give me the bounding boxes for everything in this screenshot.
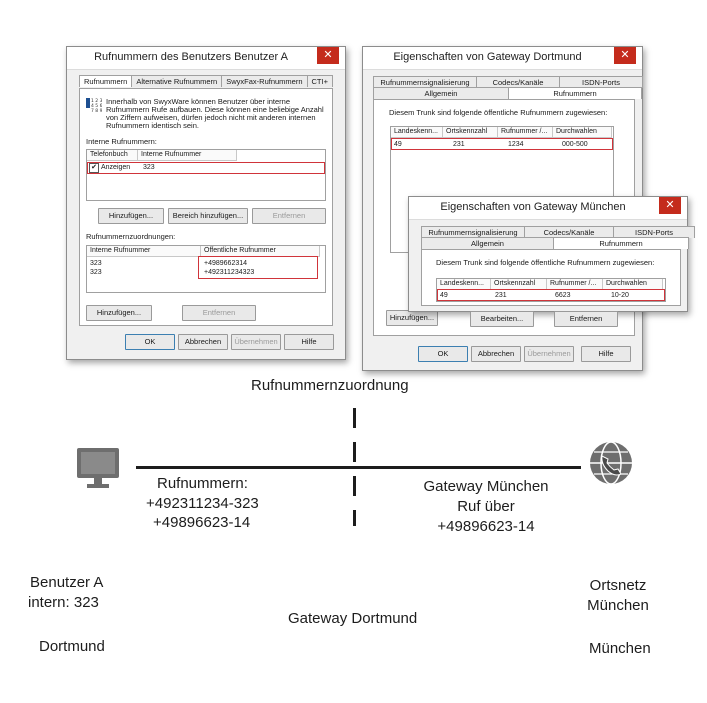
- column-header-phonebook[interactable]: Telefonbuch: [87, 150, 138, 161]
- internal-numbers-label: Interne Rufnummern:: [86, 137, 157, 146]
- user-numbers-dialog: [66, 46, 346, 360]
- number-muenchen: +49896623-14: [153, 514, 251, 531]
- tab-panel: [79, 88, 333, 326]
- column-header-public[interactable]: Öffentliche Rufnummer: [201, 246, 320, 257]
- gateway-muenchen-dialog: [408, 196, 688, 312]
- window-title: Rufnummern des Benutzers Benutzer A: [94, 51, 288, 63]
- tab-panel: [421, 249, 681, 306]
- window-title: Eigenschaften von Gateway Dortmund: [393, 51, 582, 63]
- user-city: Dortmund: [39, 638, 105, 655]
- trunk-intro-text: Diesem Trunk sind folgende öffentliche Rufnummern zugewiesen:: [389, 108, 608, 117]
- call-via-number: +49896623-14: [437, 518, 535, 535]
- numbers-title: Rufnummern:: [157, 475, 248, 492]
- title-bar[interactable]: [363, 47, 642, 70]
- svg-text:1 2 3: 1 2 3: [91, 99, 102, 104]
- column-header-internal-number[interactable]: Interne Rufnummer: [138, 150, 237, 161]
- phonebook-value: Anzeigen: [101, 164, 131, 171]
- title-bar[interactable]: [67, 47, 345, 70]
- tab-swyxfax-rufnummern[interactable]: SwyxFax-Rufnummern: [221, 75, 307, 87]
- tab-rufnummern[interactable]: Rufnummern: [553, 237, 689, 249]
- country-code-value: 49: [440, 292, 448, 299]
- edit-button[interactable]: Bearbeiten...: [470, 311, 534, 327]
- phone-keypad-icon: [86, 97, 102, 115]
- column-header-country[interactable]: Landeskenn...: [437, 279, 491, 290]
- globe-phone-icon: [588, 440, 634, 486]
- gateway-muenchen-label: Gateway München: [423, 478, 549, 495]
- window-title: Eigenschaften von Gateway München: [440, 201, 626, 213]
- add-range-button[interactable]: Bereich hinzufügen...: [168, 208, 248, 224]
- apply-button[interactable]: Übernehmen: [231, 334, 281, 350]
- remove-button[interactable]: Entfernen: [252, 208, 326, 224]
- remove-button[interactable]: Entfernen: [554, 311, 618, 327]
- number-dortmund: +492311234-323: [146, 495, 259, 512]
- tab-isdn-ports[interactable]: ISDN-Ports: [559, 76, 643, 88]
- network-city: München: [589, 640, 651, 657]
- tab-codecs-kanaele[interactable]: Codecs/Kanäle: [524, 226, 614, 238]
- extensions-value: 10-20: [611, 292, 629, 299]
- user-internal-number: intern: 323: [28, 594, 99, 611]
- gateway-dortmund-label: Gateway Dortmund: [288, 610, 418, 627]
- column-header-number[interactable]: Rufnummer /...: [498, 127, 553, 138]
- remove-mapping-button[interactable]: Entfernen: [182, 305, 256, 321]
- column-header-country[interactable]: Landeskenn...: [391, 127, 443, 138]
- extensions-value: 000-500: [562, 141, 588, 148]
- highlight-muenchen-row: [437, 289, 665, 301]
- area-code-value: 231: [495, 292, 507, 299]
- cancel-button[interactable]: Abbrechen: [178, 334, 228, 350]
- add-mapping-button[interactable]: Hinzufügen...: [86, 305, 152, 321]
- mapping-public-2: +492311234323: [204, 269, 255, 276]
- tab-codecs-kanaele[interactable]: Codecs/Kanäle: [476, 76, 560, 88]
- tab-isdn-ports[interactable]: ISDN-Ports: [613, 226, 695, 238]
- local-network-city: München: [587, 597, 649, 614]
- help-button[interactable]: Hilfe: [581, 346, 631, 362]
- column-header-area[interactable]: Ortskennzahl: [443, 127, 498, 138]
- column-header-extensions[interactable]: Durchwahlen: [603, 279, 663, 290]
- close-button[interactable]: ✕: [659, 197, 681, 214]
- ok-button[interactable]: OK: [418, 346, 468, 362]
- close-button[interactable]: ✕: [317, 47, 339, 64]
- mapping-internal-1: 323: [90, 260, 102, 267]
- svg-text:7 8 9: 7 8 9: [91, 109, 102, 114]
- tab-rufnummernsignalisierung[interactable]: Rufnummernsignalisierung: [373, 76, 477, 88]
- tab-rufnummernsignalisierung[interactable]: Rufnummernsignalisierung: [421, 226, 525, 238]
- internal-numbers-list[interactable]: [86, 149, 326, 201]
- internal-number-value: 323: [143, 164, 155, 171]
- highlight-dortmund-row: [391, 138, 613, 150]
- computer-icon: [75, 446, 121, 492]
- info-text-1: Innerhalb von SwyxWare können Benutzer über interne: [106, 97, 290, 106]
- local-network-label: Ortsnetz: [589, 577, 647, 594]
- trunk-intro-text: Diesem Trunk sind folgende öffentliche Rufnummern zugewiesen:: [436, 258, 655, 267]
- user-name: Benutzer A: [30, 574, 104, 591]
- close-button[interactable]: ✕: [614, 47, 636, 64]
- country-code-value: 49: [394, 141, 402, 148]
- title-bar[interactable]: [409, 197, 687, 220]
- mapping-label: Rufnummernzuordnungen:: [86, 232, 176, 241]
- mapping-public-1: +4989662314: [204, 260, 248, 267]
- mapping-internal-2: 323: [90, 269, 102, 276]
- column-header-internal[interactable]: Interne Rufnummer: [87, 246, 201, 257]
- diagram-caption: Rufnummernzuordnung: [251, 377, 409, 394]
- connection-line: [136, 466, 581, 469]
- add-button[interactable]: Hinzufügen...: [386, 310, 438, 326]
- tab-allgemein[interactable]: Allgemein: [373, 87, 509, 99]
- number-value: 1234: [508, 141, 524, 148]
- highlight-internal-row: [87, 162, 325, 174]
- number-value: 6623: [555, 292, 571, 299]
- tab-allgemein[interactable]: Allgemein: [421, 237, 554, 249]
- add-button[interactable]: Hinzufügen...: [98, 208, 164, 224]
- column-header-area[interactable]: Ortskennzahl: [491, 279, 547, 290]
- info-text-4: Rufnummern identisch sein.: [106, 121, 199, 130]
- info-text-3: von Ziffern aufweisen, dürfen jedoch nicht mit anderen internen: [106, 113, 316, 122]
- area-code-value: 231: [453, 141, 465, 148]
- call-via-label: Ruf über: [457, 498, 515, 515]
- highlight-public-numbers: [198, 256, 318, 279]
- tab-rufnummern[interactable]: Rufnummern: [79, 75, 132, 87]
- tab-cti[interactable]: CTI+: [307, 75, 333, 87]
- ok-button[interactable]: OK: [125, 334, 175, 350]
- column-header-number[interactable]: Rufnummer /...: [547, 279, 603, 290]
- help-button[interactable]: Hilfe: [284, 334, 334, 350]
- column-header-extensions[interactable]: Durchwahlen: [553, 127, 612, 138]
- tab-rufnummern[interactable]: Rufnummern: [508, 87, 642, 99]
- show-checkbox[interactable]: ✔: [89, 163, 99, 173]
- svg-text:4 5 6: 4 5 6: [91, 104, 102, 109]
- info-text-2: Rufnummern Rufe aufbauen. Diese können eine beliebige Anzahl: [106, 105, 324, 114]
- apply-button[interactable]: Übernehmen: [524, 346, 574, 362]
- tab-alternative-rufnummern[interactable]: Alternative Rufnummern: [131, 75, 222, 87]
- cancel-button[interactable]: Abbrechen: [471, 346, 521, 362]
